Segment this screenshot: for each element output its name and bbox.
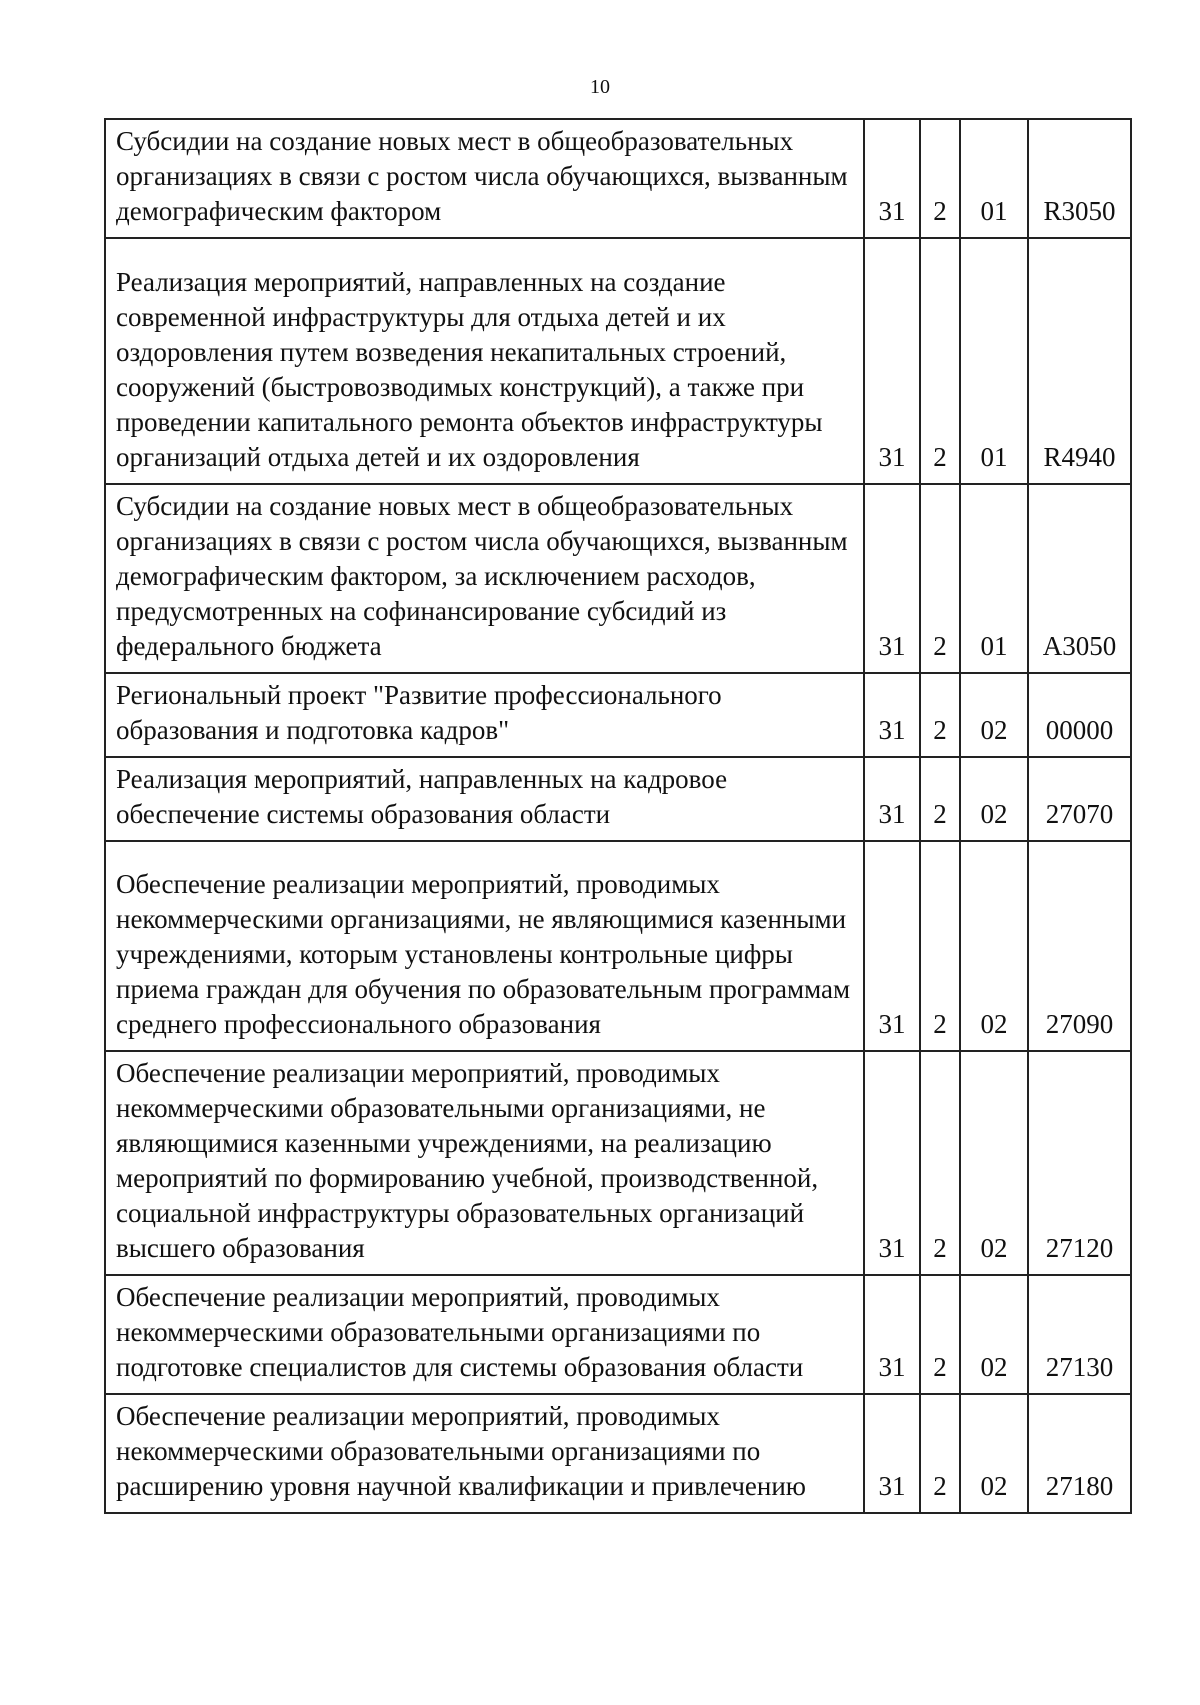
table-row [105,673,1131,757]
code-subsection: 2 [920,1394,960,1513]
table-row [105,1394,1131,1513]
code-program: 01 [960,484,1028,673]
row-description: Обеспечение реализации мероприятий, проводимых некоммерческими организациями, не являющимися казенными учреждениями, которым установлены контрольные цифры приема граждан для обучения по образовательным программам среднего профессионального образования [105,841,864,1051]
table-row [105,484,1131,673]
code-section: 31 [864,841,920,1051]
code-section: 31 [864,757,920,841]
row-description: Реализация мероприятий, направленных на кадровое обеспечение системы образования области [105,757,864,841]
row-description: Реализация мероприятий, направленных на создание современной инфраструктуры для отдыха детей и их оздоровления путем возведения некапитальных строений, сооружений (быстровозводимых конструкций), а также при проведении капитального ремонта объектов инфраструктуры организаций отдыха детей и их оздоровления [105,238,864,484]
code-subsection: 2 [920,1051,960,1275]
code-subsection: 2 [920,673,960,757]
code-section: 31 [864,673,920,757]
code-subsection: 2 [920,1275,960,1394]
code-subsection: 2 [920,484,960,673]
row-description: Обеспечение реализации мероприятий, проводимых некоммерческими образовательными организациями, не являющимися казенными учреждениями, на реализацию мероприятий по формированию учебной, производственной, социальной инфраструктуры образовательных организаций высшего образования [105,1051,864,1275]
code-program: 02 [960,1051,1028,1275]
code-section: 31 [864,484,920,673]
code-program: 02 [960,673,1028,757]
table-row [105,1275,1131,1394]
row-description: Обеспечение реализации мероприятий, проводимых некоммерческими образовательными организациями по расширению уровня научной квалификации и привлечению [105,1394,864,1513]
budget-classification-table [104,118,1132,1514]
code-program: 01 [960,238,1028,484]
code-direction: 27070 [1028,757,1131,841]
code-subsection: 2 [920,757,960,841]
table-row [105,757,1131,841]
table-row [105,238,1131,484]
code-direction: 27180 [1028,1394,1131,1513]
code-program: 02 [960,841,1028,1051]
code-section: 31 [864,1051,920,1275]
code-direction: 27130 [1028,1275,1131,1394]
code-direction: А3050 [1028,484,1131,673]
code-section: 31 [864,238,920,484]
table-body [105,119,1131,1513]
table-row [105,119,1131,238]
code-section: 31 [864,1275,920,1394]
code-program: 01 [960,119,1028,238]
table-row [105,841,1131,1051]
code-program: 02 [960,1394,1028,1513]
code-subsection: 2 [920,238,960,484]
row-description: Региональный проект "Развитие профессионального образования и подготовка кадров" [105,673,864,757]
code-direction: 00000 [1028,673,1131,757]
code-section: 31 [864,1394,920,1513]
code-subsection: 2 [920,119,960,238]
code-section: 31 [864,119,920,238]
row-description: Субсидии на создание новых мест в общеобразовательных организациях в связи с ростом числа обучающихся, вызванным демографическим фактором, за исключением расходов, предусмотренных на софинансирование субсидий из федерального бюджета [105,484,864,673]
code-direction: R4940 [1028,238,1131,484]
row-description: Обеспечение реализации мероприятий, проводимых некоммерческими образовательными организациями по подготовке специалистов для системы образования области [105,1275,864,1394]
code-subsection: 2 [920,841,960,1051]
table-row [105,1051,1131,1275]
page-number: 10 [590,76,610,98]
code-program: 02 [960,1275,1028,1394]
code-program: 02 [960,757,1028,841]
code-direction: R3050 [1028,119,1131,238]
code-direction: 27120 [1028,1051,1131,1275]
code-direction: 27090 [1028,841,1131,1051]
row-description: Субсидии на создание новых мест в общеобразовательных организациях в связи с ростом числа обучающихся, вызванным демографическим фактором [105,119,864,238]
